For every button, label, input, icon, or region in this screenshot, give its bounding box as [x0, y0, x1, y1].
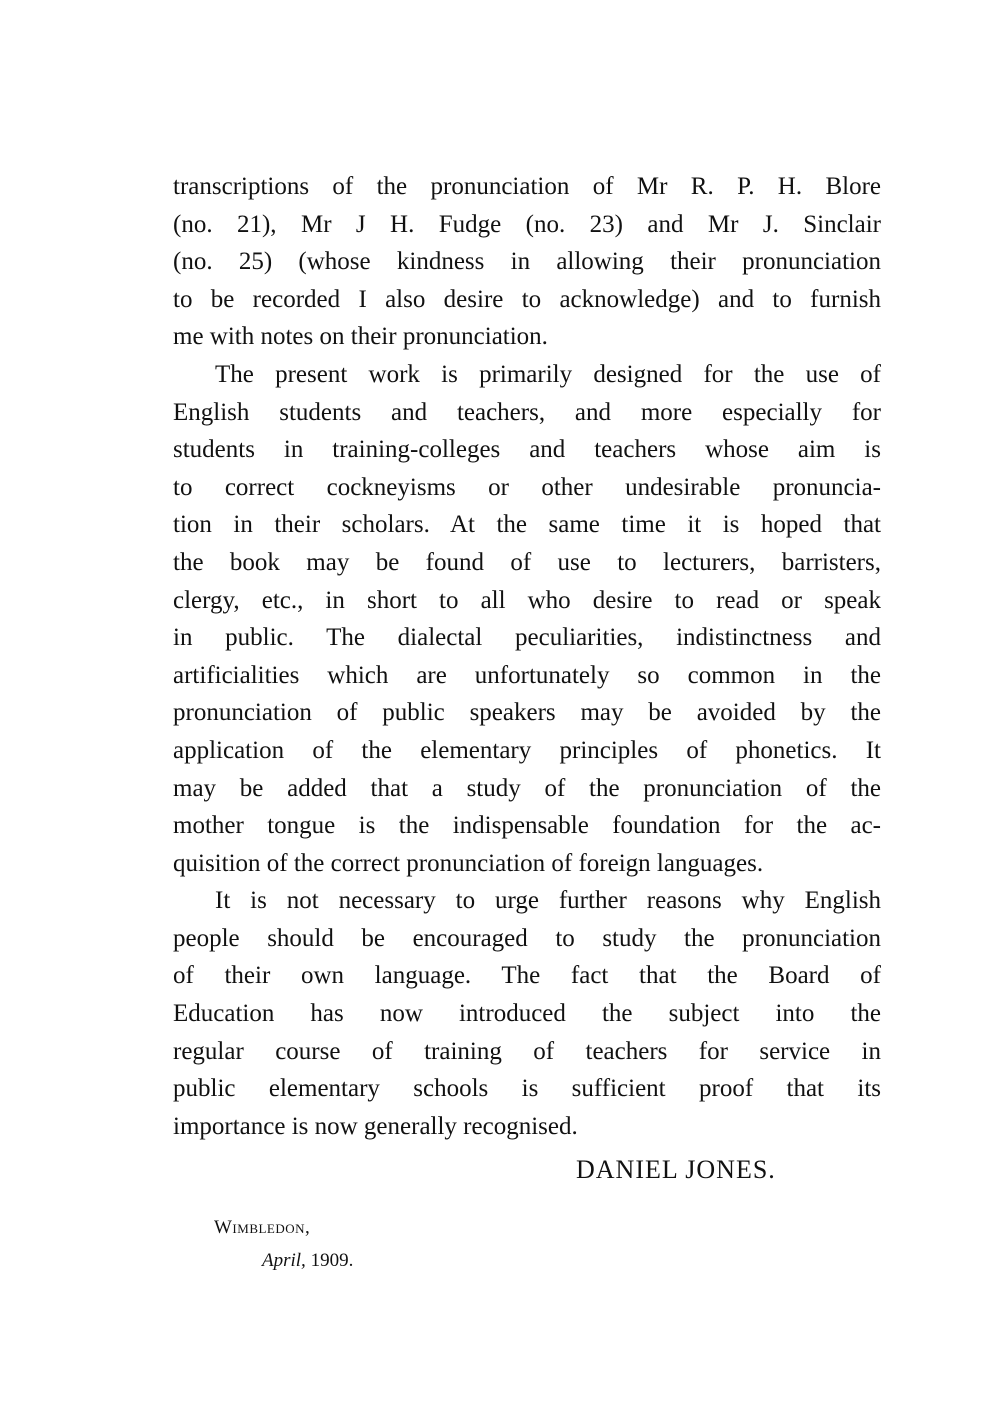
text-line: of their own language. The fact that the Board of	[173, 962, 881, 990]
text-line: regular course of training of teachers for service in	[173, 1037, 881, 1065]
text-line: students in training-colleges and teachers whose aim is	[173, 436, 881, 464]
text-line: (no. 25) (whose kindness in allowing their pronunciation	[173, 248, 881, 276]
paragraph-2	[173, 356, 881, 882]
date-year: 1909.	[310, 1250, 354, 1271]
text-line: people should be encouraged to study the pronunciation	[173, 924, 881, 952]
preface-text	[173, 168, 881, 1145]
text-line: artificialities which are unfortunately so common in the	[173, 661, 881, 689]
text-line: It is not necessary to urge further reasons why English	[215, 887, 881, 915]
text-line: (no. 21), Mr J H. Fudge (no. 23) and Mr J. Sinclair	[173, 210, 881, 238]
author-signature: DANIEL JONES.	[576, 1155, 776, 1184]
text-line: transcriptions of the pronunciation of Mr R. P. H. Blore	[173, 173, 881, 200]
text-line: to be recorded I also desire to acknowledge) and to furnish	[173, 285, 881, 313]
text-line: Education has now introduced the subject into the	[173, 1000, 881, 1028]
date-line	[262, 1247, 353, 1275]
text-line: may be added that a study of the pronunciation of the	[173, 774, 881, 802]
text-line: English students and teachers, and more especially for	[173, 398, 881, 426]
text-line: pronunciation of public speakers may be avoided by the	[173, 699, 881, 727]
text-line: quisition of the correct pronunciation of foreign languages.	[173, 849, 764, 877]
text-line: tion in their scholars. At the same time it is hoped that	[173, 511, 881, 539]
text-line: The present work is primarily designed for the use of	[215, 360, 881, 388]
text-line: to correct cockneyisms or other undesirable pronuncia-	[173, 473, 881, 501]
place-line: Wimbledon,	[214, 1217, 311, 1238]
text-line: the book may be found of use to lecturers, barristers,	[173, 548, 881, 576]
text-line: clergy, etc., in short to all who desire to read or speak	[173, 586, 881, 614]
paragraph-1	[173, 168, 881, 356]
text-line: public elementary schools is sufficient proof that its	[173, 1075, 881, 1103]
text-line: me with notes on their pronunciation.	[173, 323, 548, 351]
text-line: in public. The dialectal peculiarities, indistinctness and	[173, 624, 881, 652]
text-line: application of the elementary principles of phonetics. It	[173, 736, 881, 764]
text-line: mother tongue is the indispensable foundation for the ac-	[173, 812, 881, 840]
text-line: importance is now generally recognised.	[173, 1112, 578, 1140]
date-month: April,	[262, 1250, 306, 1271]
paragraph-3	[173, 882, 881, 1145]
